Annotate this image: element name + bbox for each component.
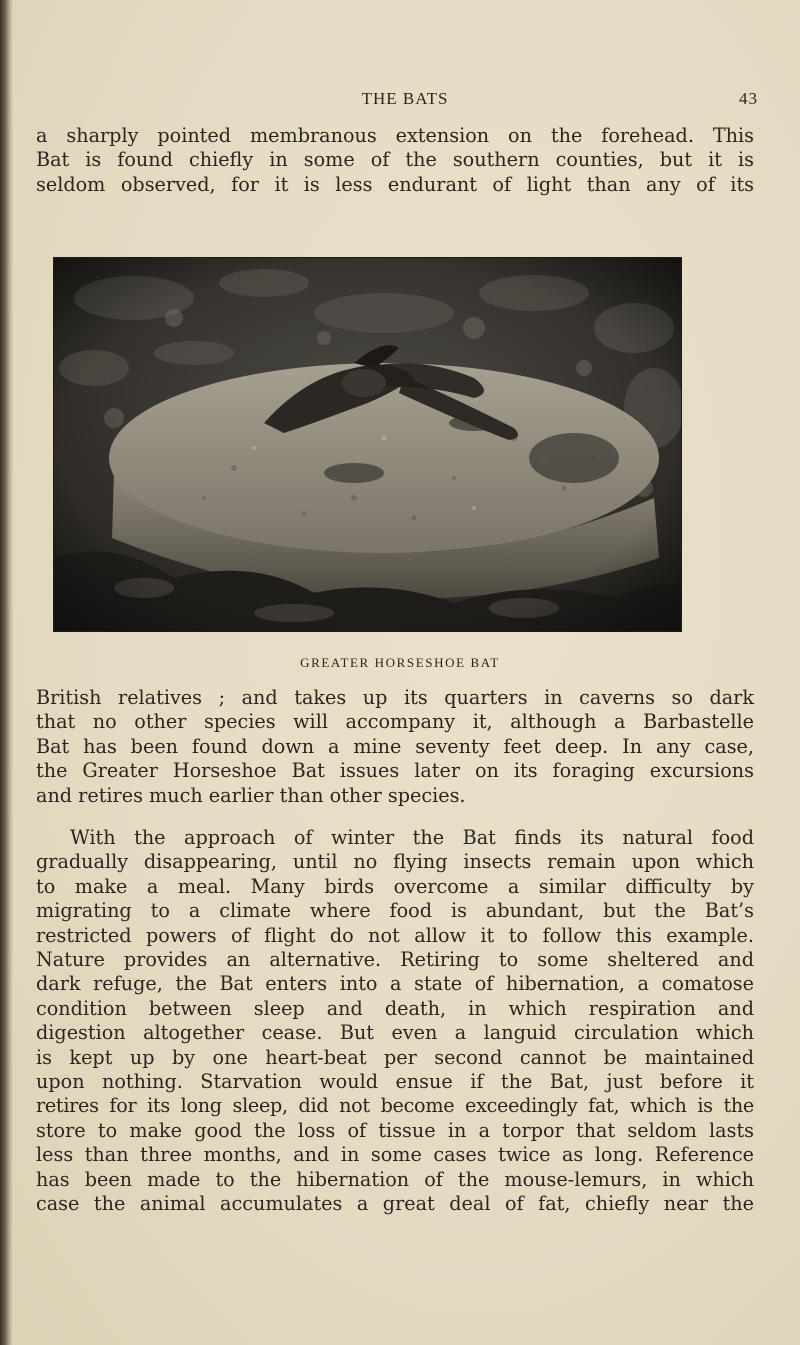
photograph-greater-horseshoe-bat (53, 257, 682, 632)
text-line: case the animal accumulates a great deal of fat, chiefly near the (36, 1192, 754, 1216)
text-line: has been made to the hibernation of the mouse-lemurs, in which (36, 1167, 754, 1191)
text-line: Nature provides an alternative. Retiring to some sheltered and (36, 948, 754, 972)
text-line: upon nothing. Starvation would ensue if the Bat, just before it (36, 1070, 754, 1094)
text-line: seldom observed, for it is less endurant of light than any of its (36, 172, 754, 196)
text-line: With the approach of winter the Bat finds its natural food (70, 826, 754, 849)
text-line: to make a meal. Many birds overcome a similar difficulty by (36, 874, 754, 898)
text-line: Bat has been found down a mine seventy feet deep. In any case, (36, 734, 754, 758)
text-line: condition between sleep and death, in which respiration and (36, 996, 754, 1020)
text-line: digestion altogether cease. But even a languid circulation which (36, 1021, 754, 1045)
text-line: restricted powers of flight do not allow it to follow this example. (36, 923, 754, 947)
text-line: and retires much earlier than other species. (36, 783, 466, 807)
page-number: 43 (739, 89, 758, 108)
text-line: migrating to a climate where food is abundant, but the Bat’s (36, 899, 754, 923)
opening-text (36, 124, 754, 197)
text-line: Bat is found chiefly in some of the southern counties, but it is (36, 148, 754, 172)
page-gutter (0, 0, 14, 1345)
text-line: the Greater Horseshoe Bat issues later on its foraging excursions (36, 759, 754, 783)
text-line: store to make good the loss of tissue in a torpor that seldom lasts (36, 1118, 754, 1142)
bat-photo-illustration (54, 258, 681, 631)
text-line: is kept up by one heart-beat per second cannot be maintained (36, 1045, 754, 1069)
figure-caption: GREATER HORSESHOE BAT (300, 655, 500, 670)
text-line: less than three months, and in some cases twice as long. Reference (36, 1143, 754, 1167)
paragraph-2 (36, 826, 754, 1217)
text-line: that no other species will accompany it, although a Barbastelle (36, 710, 754, 734)
text-line: dark refuge, the Bat enters into a state of hibernation, a comatose (36, 972, 754, 996)
running-title: THE BATS (361, 89, 449, 108)
text-line: retires for its long sleep, did not become exceedingly fat, which is the (36, 1094, 754, 1118)
paragraph-1 (36, 686, 754, 808)
text-line: British relatives ; and takes up its quarters in caverns so dark (36, 686, 754, 709)
running-head (52, 89, 758, 113)
text-line: gradually disappearing, until no flying insects remain upon which (36, 850, 754, 874)
text-line: a sharply pointed membranous extension on the forehead. This (36, 124, 754, 147)
